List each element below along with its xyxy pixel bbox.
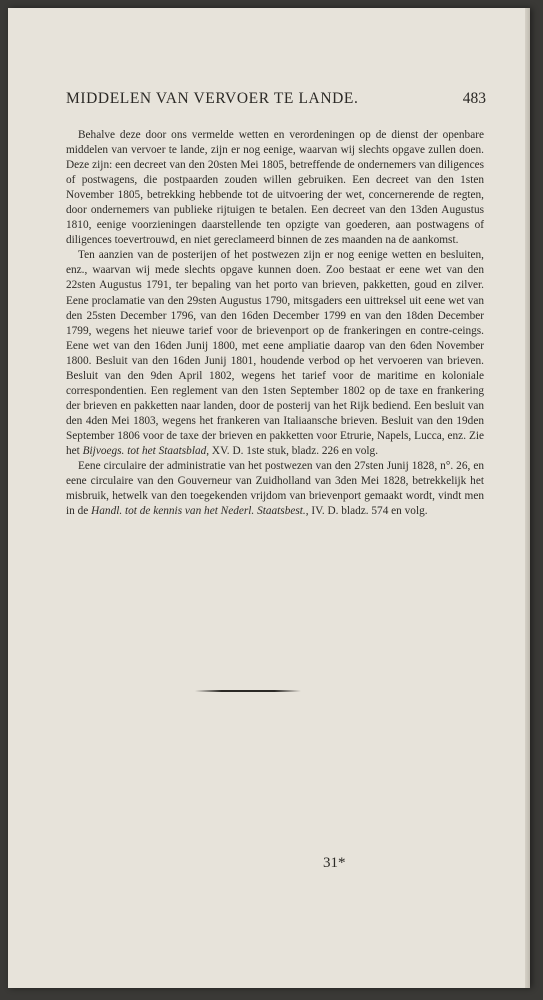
book-page [8,8,530,988]
page-number: 483 [462,90,486,107]
signature-mark: 31* [323,855,346,871]
text-segment: Eene circulaire der administratie van het postwezen van den 27sten Junij 1828, n°. 26, en eene circulaire van den Gouverneur van Zuidholland van 3den Mei 1828, betrekkelijk het misbruik, hetwelk van den toegekenden vrijdom van brievenport gemaakt wordt, vindt men in de [66,460,484,518]
text-segment: Behalve deze door ons vermelde wetten en verordeningen op de dienst der openbare middelen van vervoer te lande, zijn er nog eenige, waarvan wij slechts opgave zullen doen. Deze zijn: een decreet van den 20sten Mei 1805, betreffende de ondernemers van diligences of postwagens, die postpaarden zouden willen gebruiken. Een decreet van den 1sten November 1805, betrekking hebbende tot de uitvoering der wet, concernerende de regten, door ondernemers van publieke rijtuigen te betalen. Een decreet van den 13den Augustus 1810, eenige voorzieningen daarstellende ten opzigte van goederen, aan postwagens of diligences toevertrouwd, en niet gereclameerd binnen de zes maanden na de aankomst. [66,129,484,247]
paragraph [66,248,484,459]
paragraph [66,128,484,248]
page-header [66,90,486,108]
body-text [66,128,484,519]
text-segment: , XV. D. 1ste stuk, bladz. 226 en volg. [206,444,379,457]
text-segment: , IV. D. bladz. 574 en volg. [305,505,428,518]
italic-citation: Handl. tot de kennis van het Nederl. Staatsbest. [91,505,306,518]
running-head: MIDDELEN VAN VERVOER TE LANDE. [66,90,359,107]
section-divider [195,690,301,692]
italic-citation: Bijvoegs. tot het Staatsblad [82,444,207,457]
paragraph [66,459,484,519]
text-segment: Ten aanzien van de posterijen of het postwezen zijn er nog eenige wetten en besluiten, enz., waarvan wij mede slechts opgave kunnen doen. Zoo bestaat er eene wet van den 22sten Augustus 1791, ter bepaling van het porto van brieven, pakketten, goud en zilver. Eene proclamatie van den 29sten Augustus 1790, mitsgaders een uittreksel uit eene wet van den 25sten December 1796, van den 16den December 1799 en van den 18den December 1799, wegens het nieuwe tarief voor de brievenport op de frankeringen en contre-ceings. Eene wet van den 16den Junij 1800, met eene ampliatie daarop van den 6den November 1800. Besluit van den 16den Junij 1801, houdende verbod op het vervoeren van brieven. Besluit van den 9den April 1802, wegens het tarief voor de maritime en koloniale correspondentien. Een reglement van den 1sten September 1802 op de taxe en frankering der brieven en pakketten naar landen, door de posterij van het Rijk bediend. Een besluit van den 4den Mei 1803, wegens het frankeren van Italiaansche brieven. Besluit van den 19den September 1806 voor de taxe der brieven en pakketten voor Etrurie, Napels, Lucca, enz. Zie het [66,249,484,457]
